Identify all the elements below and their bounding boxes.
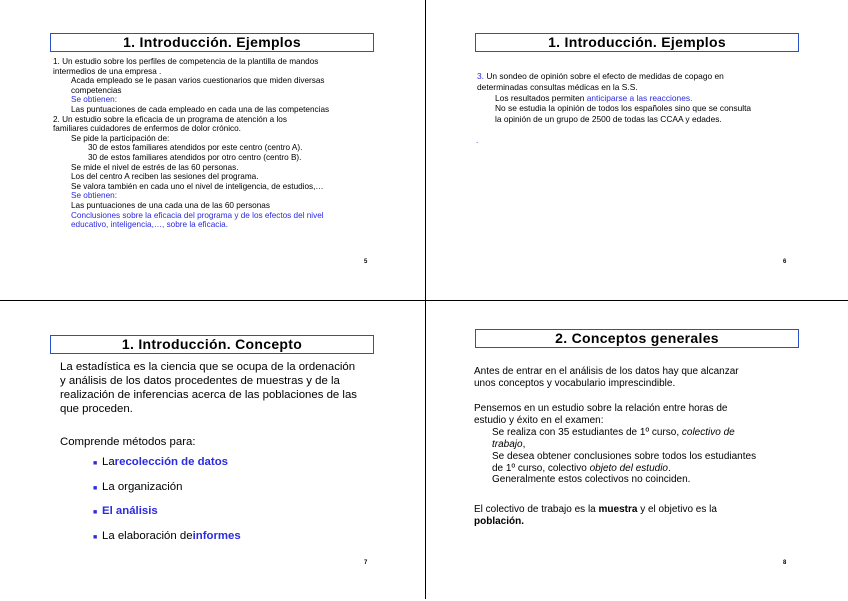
page-number: 8 — [783, 560, 787, 566]
text-line — [474, 463, 756, 475]
emphasis-span: recolección de datos — [114, 456, 228, 468]
text-line: y análisis de los datos procedentes de muestras y de la — [60, 375, 340, 387]
text-line: 2. Un estudio sobre la eficacia de un programa de atención a los — [53, 114, 287, 124]
text-line: Se valora también en cada uno el nivel de inteligencia, de estudios,… — [71, 181, 324, 191]
text-line: estudio y éxito en el examen: — [474, 414, 604, 426]
text-span: La elaboración de — [102, 529, 193, 542]
text-line: determinadas consultas médicas en la S.S. — [477, 81, 638, 92]
text-line: Los del centro A reciben las sesiones del programa. — [71, 172, 259, 182]
text-span: de 1º curso, colectivo — [492, 462, 590, 474]
stray-dot: . — [476, 136, 479, 145]
list-item — [60, 455, 241, 471]
text-line: competencias — [71, 85, 122, 95]
text-line — [477, 71, 751, 82]
text-line — [477, 93, 751, 104]
slide-6 — [425, 0, 848, 300]
text-line: La estadística es la ciencia que se ocupa de la ordenación — [60, 361, 356, 373]
page-number: 6 — [783, 259, 787, 265]
text-line: realización de inferencias acerca de las poblaciones de las — [60, 389, 357, 401]
conclusion-paragraph — [474, 504, 717, 528]
list-item — [60, 480, 241, 496]
text-line: que proceden. — [60, 403, 133, 415]
text-span: . — [668, 462, 671, 474]
emphasis-span: El análisis — [102, 505, 158, 517]
bold-span: muestra — [598, 504, 638, 515]
text-span: La — [102, 456, 115, 468]
text-span: El colectivo de trabajo es la — [474, 504, 599, 515]
slide-title: 1. Introducción. Ejemplos — [475, 33, 799, 52]
text-line: educativo, inteligencia,…, sobre la eficacia. — [71, 220, 229, 230]
highlight-span: anticiparse a las reacciones. — [586, 92, 693, 103]
text-span: Los resultados permiten — [495, 92, 587, 103]
text-line: unos conceptos y vocabulario imprescindible. — [474, 377, 676, 389]
bullet-icon: ■ — [93, 509, 98, 516]
slide-title: 2. Conceptos generales — [475, 329, 799, 348]
text-line: Las puntuaciones de cada empleado en cada una de las competencias — [71, 104, 330, 114]
bullet-icon: ■ — [93, 533, 98, 541]
italic-span: colectivo de — [681, 426, 735, 438]
italic-span: objeto del estudio — [589, 462, 668, 474]
text-line: Antes de entrar en el análisis de los datos hay que alcanzar — [474, 366, 739, 377]
intro-paragraph — [474, 366, 739, 390]
text-line — [474, 427, 756, 439]
page-number: 5 — [364, 259, 368, 265]
text-line: 30 de estos familiares atendidos por otro centro (centro B). — [88, 152, 302, 162]
list-item — [60, 504, 241, 520]
text-line — [474, 439, 756, 451]
slide-title: 1. Introducción. Ejemplos — [50, 33, 374, 52]
slide-7 — [0, 301, 424, 601]
bullet-icon: ■ — [93, 484, 98, 492]
text-line: 1. Un estudio sobre los perfiles de competencia de la plantilla de mandos — [53, 57, 319, 66]
text-line: Se obtienen: — [71, 191, 117, 201]
text-line: Pensemos en un estudio sobre la relación entre horas de — [474, 403, 728, 414]
text-line — [474, 516, 717, 528]
item-number: 3. — [477, 71, 484, 81]
example-paragraph — [474, 403, 756, 486]
text-span: Se realiza con 35 estudiantes de 1º curso, — [492, 426, 682, 438]
emphasis-span: informes — [192, 529, 241, 542]
text-line: Se desea obtener conclusiones sobre todos los estudiantes — [492, 450, 757, 462]
slide-5 — [0, 0, 424, 300]
text-span: , — [522, 438, 526, 450]
page-number: 7 — [364, 560, 368, 566]
text-line: Se mide el nivel de estrés de las 60 personas. — [71, 162, 239, 172]
text-line: intermedios de una empresa . — [53, 66, 162, 76]
text-span: Un sondeo de opinión sobre el efecto de medidas de copago en — [484, 71, 724, 81]
text-line: familiares cuidadores de enfermos de dolor crónico. — [53, 124, 241, 134]
slide-title: 1. Introducción. Concepto — [50, 335, 374, 354]
text-line: No se estudia la opinión de todos los españoles sino que se consulta — [495, 103, 752, 114]
definition-paragraph — [60, 360, 372, 416]
bullet-icon: ■ — [93, 460, 98, 467]
slide-body — [53, 57, 329, 230]
text-line: Generalmente estos colectivos no coinciden. — [492, 474, 691, 486]
text-line: la opinión de un grupo de 2500 de todas las CCAA y edades. — [495, 114, 722, 125]
text-line: Se pide la participación de: — [71, 133, 170, 143]
text-line: Se obtienen: — [71, 95, 117, 105]
text-line: Conclusiones sobre la eficacia del programa y de los efectos del nivel — [71, 210, 324, 220]
text-span: La organización — [102, 480, 183, 493]
text-line: Las puntuaciones de una cada una de las 60 personas — [71, 200, 270, 210]
list-item — [60, 529, 241, 545]
methods-intro: Comprende métodos para: — [60, 436, 196, 448]
bold-span: población. — [474, 515, 524, 527]
methods-list — [60, 455, 241, 553]
text-span: y el objetivo es la — [637, 504, 717, 515]
text-line: 30 de estos familiares atendidos por este centro (centro A). — [88, 143, 303, 153]
text-line — [474, 504, 717, 516]
italic-span: trabajo — [492, 438, 523, 450]
slide-body — [477, 71, 751, 125]
slide-8 — [425, 301, 848, 601]
text-line: Acada empleado se le pasan varios cuestionarios que miden diversas — [71, 76, 325, 86]
